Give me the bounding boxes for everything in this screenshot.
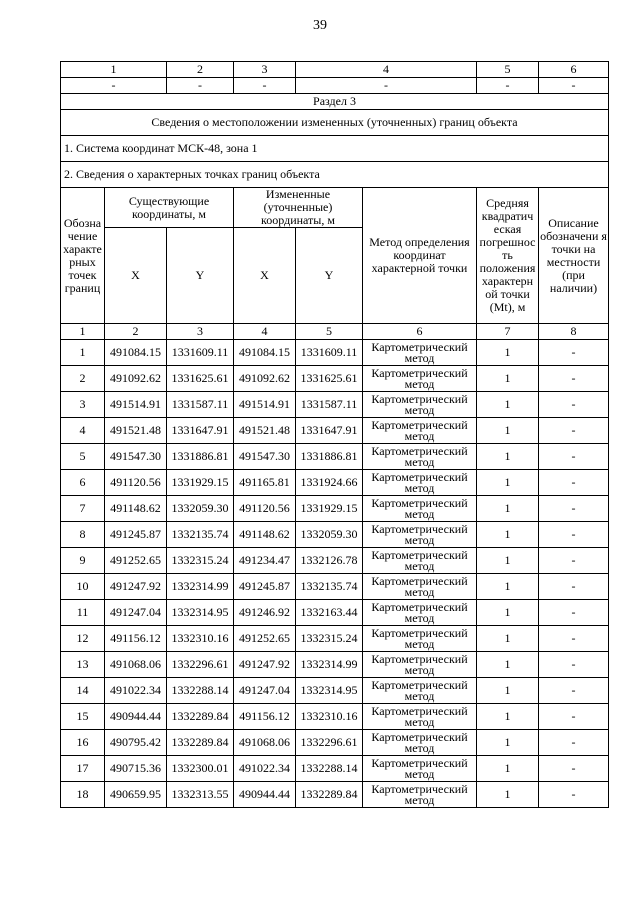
point-number-cell: 4	[61, 418, 105, 444]
method-cell: Картометрический метод	[363, 470, 477, 496]
y-changed-cell: 1331609.11	[296, 340, 363, 366]
top-number-cell: 3	[234, 62, 296, 78]
y-changed-cell: 1331924.66	[296, 470, 363, 496]
description-cell: -	[539, 704, 609, 730]
point-number-cell: 3	[61, 392, 105, 418]
method-cell: Картометрический метод	[363, 678, 477, 704]
y-changed-cell: 1332126.78	[296, 548, 363, 574]
error-mt-cell: 1	[477, 782, 539, 808]
y-changed-cell: 1332315.24	[296, 626, 363, 652]
x-changed-cell: 491022.34	[234, 756, 296, 782]
error-mt-cell: 1	[477, 652, 539, 678]
column-number: 6	[363, 324, 477, 340]
x-existing-cell: 491120.56	[105, 470, 167, 496]
column-number: 1	[61, 324, 105, 340]
x-existing-cell: 490715.36	[105, 756, 167, 782]
method-cell: Картометрический метод	[363, 600, 477, 626]
description-cell: -	[539, 730, 609, 756]
method-cell: Картометрический метод	[363, 756, 477, 782]
point-number-cell: 16	[61, 730, 105, 756]
header-description: Описание обозначени я точки на местности (при наличии)	[539, 188, 609, 324]
x-existing-cell: 490659.95	[105, 782, 167, 808]
method-cell: Картометрический метод	[363, 418, 477, 444]
error-mt-cell: 1	[477, 756, 539, 782]
x-existing-cell: 491252.65	[105, 548, 167, 574]
y-changed-cell: 1332163.44	[296, 600, 363, 626]
point-number-cell: 6	[61, 470, 105, 496]
column-number: 4	[234, 324, 296, 340]
y-changed-cell: 1332289.84	[296, 782, 363, 808]
x-changed-cell: 491246.92	[234, 600, 296, 626]
x-changed-cell: 491547.30	[234, 444, 296, 470]
description-cell: -	[539, 652, 609, 678]
table-row	[61, 470, 609, 496]
y-existing-cell: 1332289.84	[167, 704, 234, 730]
top-number-cell: 6	[539, 62, 609, 78]
table-row	[61, 756, 609, 782]
y-existing-cell: 1332315.24	[167, 548, 234, 574]
point-number-cell: 12	[61, 626, 105, 652]
header-x-existing: X	[105, 228, 167, 324]
top-dash-cell: -	[167, 78, 234, 94]
x-existing-cell: 491022.34	[105, 678, 167, 704]
table-row	[61, 548, 609, 574]
top-dash-cell: -	[539, 78, 609, 94]
top-number-cell: 5	[477, 62, 539, 78]
y-existing-cell: 1332296.61	[167, 652, 234, 678]
points-title: 2. Сведения о характерных точках границ объекта	[61, 162, 609, 188]
x-changed-cell: 491521.48	[234, 418, 296, 444]
header-y-existing: Y	[167, 228, 234, 324]
table-row	[61, 704, 609, 730]
point-number-cell: 18	[61, 782, 105, 808]
method-cell: Картометрический метод	[363, 444, 477, 470]
point-number-cell: 5	[61, 444, 105, 470]
column-number: 3	[167, 324, 234, 340]
method-cell: Картометрический метод	[363, 730, 477, 756]
error-mt-cell: 1	[477, 522, 539, 548]
x-changed-cell: 490944.44	[234, 782, 296, 808]
x-existing-cell: 491092.62	[105, 366, 167, 392]
x-changed-cell: 491120.56	[234, 496, 296, 522]
error-mt-cell: 1	[477, 548, 539, 574]
error-mt-cell: 1	[477, 496, 539, 522]
method-cell: Картометрический метод	[363, 782, 477, 808]
table-row	[61, 418, 609, 444]
boundary-points-table	[60, 61, 609, 808]
x-existing-cell: 491247.92	[105, 574, 167, 600]
description-cell: -	[539, 756, 609, 782]
header-designation: Обозна чение характе рных точек границ	[61, 188, 105, 324]
y-changed-cell: 1331886.81	[296, 444, 363, 470]
x-changed-cell: 491252.65	[234, 626, 296, 652]
point-number-cell: 11	[61, 600, 105, 626]
method-cell: Картометрический метод	[363, 704, 477, 730]
y-existing-cell: 1331647.91	[167, 418, 234, 444]
error-mt-cell: 1	[477, 574, 539, 600]
error-mt-cell: 1	[477, 704, 539, 730]
y-existing-cell: 1332288.14	[167, 678, 234, 704]
top-dash-cell: -	[296, 78, 477, 94]
point-number-cell: 14	[61, 678, 105, 704]
y-existing-cell: 1332314.95	[167, 600, 234, 626]
y-changed-cell: 1331929.15	[296, 496, 363, 522]
y-existing-cell: 1332314.99	[167, 574, 234, 600]
method-cell: Картометрический метод	[363, 366, 477, 392]
method-cell: Картометрический метод	[363, 574, 477, 600]
header-method: Метод определения координат характерной точки	[363, 188, 477, 324]
error-mt-cell: 1	[477, 470, 539, 496]
y-existing-cell: 1332289.84	[167, 730, 234, 756]
table-row	[61, 392, 609, 418]
point-number-cell: 13	[61, 652, 105, 678]
top-dash-cell: -	[61, 78, 167, 94]
table-row	[61, 782, 609, 808]
y-changed-cell: 1331625.61	[296, 366, 363, 392]
point-number-cell: 7	[61, 496, 105, 522]
description-cell: -	[539, 574, 609, 600]
description-cell: -	[539, 418, 609, 444]
table-row	[61, 496, 609, 522]
x-changed-cell: 491068.06	[234, 730, 296, 756]
description-cell: -	[539, 392, 609, 418]
x-changed-cell: 491092.62	[234, 366, 296, 392]
y-changed-cell: 1332310.16	[296, 704, 363, 730]
table-row	[61, 444, 609, 470]
y-changed-cell: 1331647.91	[296, 418, 363, 444]
table-row	[61, 574, 609, 600]
y-existing-cell: 1331587.11	[167, 392, 234, 418]
x-changed-cell: 491245.87	[234, 574, 296, 600]
section-title: Раздел 3	[61, 94, 609, 110]
y-existing-cell: 1332059.30	[167, 496, 234, 522]
point-number-cell: 10	[61, 574, 105, 600]
y-existing-cell: 1332300.01	[167, 756, 234, 782]
y-existing-cell: 1331609.11	[167, 340, 234, 366]
method-cell: Картометрический метод	[363, 496, 477, 522]
error-mt-cell: 1	[477, 678, 539, 704]
description-cell: -	[539, 366, 609, 392]
error-mt-cell: 1	[477, 392, 539, 418]
description-cell: -	[539, 626, 609, 652]
y-changed-cell: 1332314.95	[296, 678, 363, 704]
method-cell: Картометрический метод	[363, 522, 477, 548]
table-row	[61, 678, 609, 704]
description-cell: -	[539, 444, 609, 470]
y-existing-cell: 1332135.74	[167, 522, 234, 548]
point-number-cell: 2	[61, 366, 105, 392]
description-cell: -	[539, 522, 609, 548]
x-changed-cell: 491234.47	[234, 548, 296, 574]
y-changed-cell: 1332135.74	[296, 574, 363, 600]
y-existing-cell: 1331929.15	[167, 470, 234, 496]
description-cell: -	[539, 548, 609, 574]
y-changed-cell: 1332059.30	[296, 522, 363, 548]
header-y-changed: Y	[296, 228, 363, 324]
page-number: 39	[313, 18, 327, 33]
y-existing-cell: 1331886.81	[167, 444, 234, 470]
x-changed-cell: 491084.15	[234, 340, 296, 366]
point-number-cell: 17	[61, 756, 105, 782]
point-number-cell: 9	[61, 548, 105, 574]
error-mt-cell: 1	[477, 366, 539, 392]
top-number-cell: 4	[296, 62, 477, 78]
x-existing-cell: 491148.62	[105, 496, 167, 522]
description-cell: -	[539, 496, 609, 522]
top-dash-cell: -	[234, 78, 296, 94]
y-changed-cell: 1332296.61	[296, 730, 363, 756]
y-changed-cell: 1332288.14	[296, 756, 363, 782]
error-mt-cell: 1	[477, 340, 539, 366]
table-row	[61, 600, 609, 626]
top-number-cell: 2	[167, 62, 234, 78]
method-cell: Картометрический метод	[363, 340, 477, 366]
header-error: Средняя квадратич еская погрешнос ть положения характерн ой точки (Mt), м	[477, 188, 539, 324]
x-changed-cell: 491247.92	[234, 652, 296, 678]
table-row	[61, 366, 609, 392]
x-changed-cell: 491247.04	[234, 678, 296, 704]
table-row	[61, 626, 609, 652]
x-existing-cell: 491514.91	[105, 392, 167, 418]
description-cell: -	[539, 340, 609, 366]
point-number-cell: 8	[61, 522, 105, 548]
error-mt-cell: 1	[477, 444, 539, 470]
y-existing-cell: 1331625.61	[167, 366, 234, 392]
header-existing: Существующие координаты, м	[105, 188, 234, 228]
x-existing-cell: 491084.15	[105, 340, 167, 366]
section-subtitle: Сведения о местоположении измененных (уточненных) границ объекта	[61, 110, 609, 136]
y-existing-cell: 1332310.16	[167, 626, 234, 652]
x-existing-cell: 490944.44	[105, 704, 167, 730]
x-changed-cell: 491514.91	[234, 392, 296, 418]
x-existing-cell: 490795.42	[105, 730, 167, 756]
description-cell: -	[539, 600, 609, 626]
method-cell: Картометрический метод	[363, 392, 477, 418]
y-existing-cell: 1332313.55	[167, 782, 234, 808]
point-number-cell: 15	[61, 704, 105, 730]
description-cell: -	[539, 678, 609, 704]
error-mt-cell: 1	[477, 730, 539, 756]
method-cell: Картометрический метод	[363, 548, 477, 574]
top-dash-cell: -	[477, 78, 539, 94]
error-mt-cell: 1	[477, 626, 539, 652]
top-number-cell: 1	[61, 62, 167, 78]
table-row	[61, 730, 609, 756]
y-changed-cell: 1331587.11	[296, 392, 363, 418]
coord-system: 1. Система координат МСК-48, зона 1	[61, 136, 609, 162]
x-changed-cell: 491148.62	[234, 522, 296, 548]
description-cell: -	[539, 470, 609, 496]
table-row	[61, 522, 609, 548]
header-x-changed: X	[234, 228, 296, 324]
x-existing-cell: 491521.48	[105, 418, 167, 444]
x-changed-cell: 491165.81	[234, 470, 296, 496]
method-cell: Картометрический метод	[363, 652, 477, 678]
column-number: 2	[105, 324, 167, 340]
header-changed: Измененные (уточненные) координаты, м	[234, 188, 363, 228]
error-mt-cell: 1	[477, 600, 539, 626]
x-changed-cell: 491156.12	[234, 704, 296, 730]
column-number: 5	[296, 324, 363, 340]
table-row	[61, 340, 609, 366]
x-existing-cell: 491156.12	[105, 626, 167, 652]
x-existing-cell: 491547.30	[105, 444, 167, 470]
column-number: 7	[477, 324, 539, 340]
description-cell: -	[539, 782, 609, 808]
x-existing-cell: 491247.04	[105, 600, 167, 626]
column-numbers-row	[61, 324, 609, 340]
point-number-cell: 1	[61, 340, 105, 366]
error-mt-cell: 1	[477, 418, 539, 444]
table-row	[61, 652, 609, 678]
y-changed-cell: 1332314.99	[296, 652, 363, 678]
method-cell: Картометрический метод	[363, 626, 477, 652]
top-numbers-row	[61, 62, 609, 78]
x-existing-cell: 491245.87	[105, 522, 167, 548]
top-dashes-row	[61, 78, 609, 94]
column-number: 8	[539, 324, 609, 340]
x-existing-cell: 491068.06	[105, 652, 167, 678]
